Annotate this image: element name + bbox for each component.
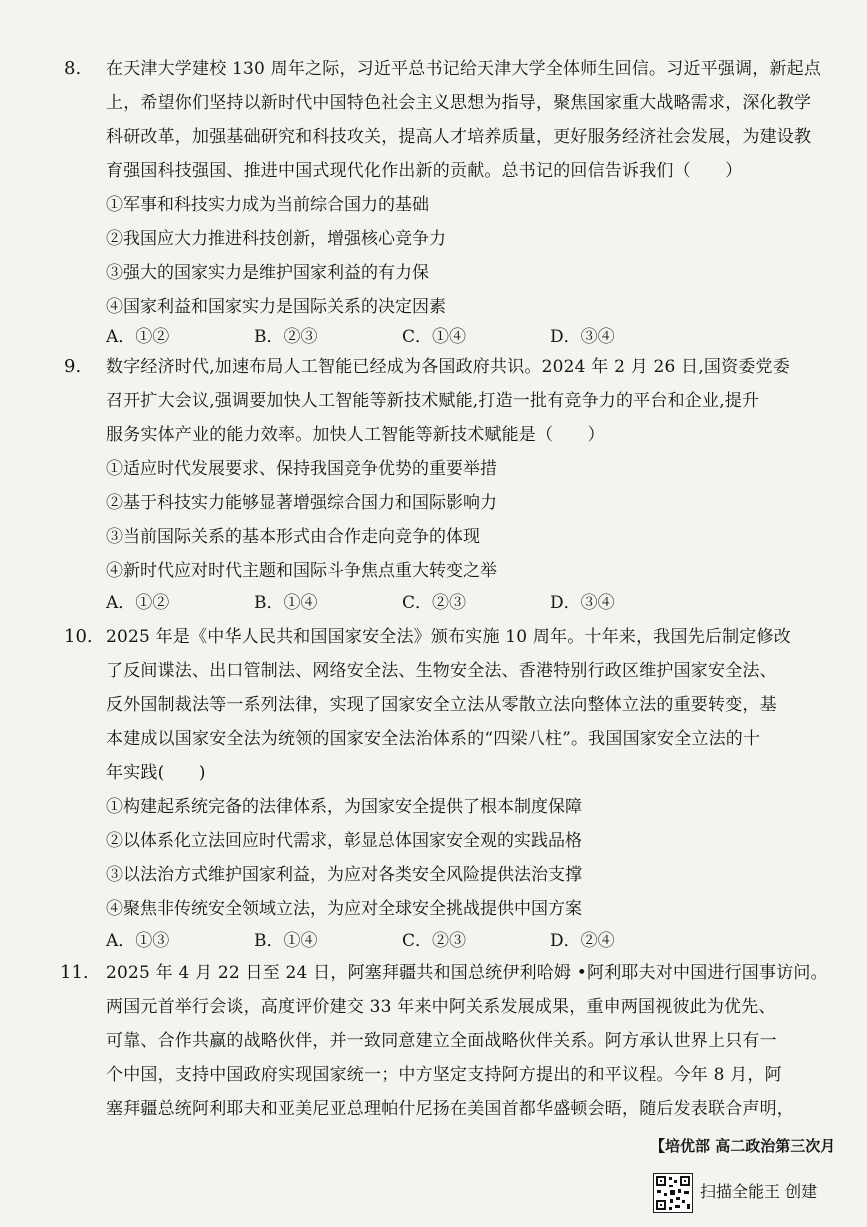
statement-option: ②以体系化立法回应时代需求，彰显总体国家安全观的实践品格	[106, 831, 582, 851]
question-stem-line: 科研改革，加强基础研究和科技攻关，提高人才培养质量，更好服务经济社会发展，为建设教	[106, 127, 812, 147]
choice-d: D．②④	[550, 931, 615, 951]
choice-b: B．①④	[254, 593, 318, 613]
question-stem-line: 两国元首举行会谈，高度评价建交 33 年来中阿关系发展成果，重申两国视彼此为优先、	[106, 997, 776, 1017]
question-number: 11.	[60, 962, 89, 983]
statement-option: ③强大的国家实力是维护国家利益的有力保	[106, 263, 429, 283]
question-stem-line: 服务实体产业的能力效率。加快人工智能等新技术赋能是（ ）	[106, 425, 605, 445]
question-number: 8.	[64, 58, 82, 79]
answer-choices	[106, 320, 726, 354]
choice-c: C．②③	[402, 931, 467, 951]
question-stem-line: 在天津大学建校 130 周年之际，习近平总书记给天津大学全体师生回信。习近平强调，新起点	[106, 59, 822, 79]
question-stem-line: 召开扩大会议,强调要加快人工智能等新技术赋能,打造一批有竞争力的平台和企业,提升	[106, 391, 760, 411]
question-stem-line: 个中国，支持中国政府实现国家统一；中方坚定支持阿方提出的和平议程。今年 8 月，阿	[106, 1065, 782, 1085]
question-stem-line: 上，希望你们坚持以新时代中国特色社会主义思想为指导，聚焦国家重大战略需求，深化教学	[106, 93, 812, 113]
statement-option: ④新时代应对时代主题和国际斗争焦点重大转变之举	[106, 561, 497, 581]
choice-c: C．①④	[402, 327, 467, 347]
statement-option: ①适应时代发展要求、保持我国竞争优势的重要举措	[106, 459, 497, 479]
qr-code-icon	[653, 1173, 693, 1213]
question-stem-line: 了反间谍法、出口管制法、网络安全法、生物安全法、香港特别行政区维护国家安全法、	[106, 661, 777, 681]
statement-option: ②基于科技实力能够显著增强综合国力和国际影响力	[106, 493, 497, 513]
footer-exam-label: 【培优部 高二政治第三次月	[650, 1137, 836, 1155]
choice-a: A．①②	[106, 593, 170, 613]
statement-option: ①军事和科技实力成为当前综合国力的基础	[106, 195, 429, 215]
answer-choices	[106, 924, 726, 958]
question-stem-line: 塞拜疆总统阿利耶夫和亚美尼亚总理帕什尼扬在美国首都华盛顿会晤，随后发表联合声明，	[106, 1099, 794, 1119]
statement-option: ③当前国际关系的基本形式由合作走向竞争的体现	[106, 527, 480, 547]
choice-b: B．②③	[254, 327, 318, 347]
choice-a: A．①②	[106, 327, 170, 347]
choice-d: D．③④	[550, 327, 615, 347]
question-stem-line: 可靠、合作共赢的战略伙伴，并一致同意建立全面战略伙伴关系。阿方承认世界上只有一	[106, 1031, 777, 1051]
statement-option: ④国家利益和国家实力是国际关系的决定因素	[106, 297, 446, 317]
question-stem-line: 2025 年是《中华人民共和国国家安全法》颁布实施 10 周年。十年来，我国先后制定修改	[106, 627, 791, 647]
choice-b: B．①④	[254, 931, 318, 951]
scanner-watermark: 扫描全能王 创建	[700, 1182, 818, 1201]
question-stem-line: 本建成以国家安全法为统领的国家安全法治体系的“四梁八柱”。我国国家安全立法的十	[106, 729, 761, 749]
question-number: 9.	[64, 356, 82, 377]
statement-option: ④聚焦非传统安全领域立法，为应对全球安全挑战提供中国方案	[106, 899, 582, 919]
question-stem-line: 数字经济时代,加速布局人工智能已经成为各国政府共识。2024 年 2 月 26 日,国资委党委	[106, 357, 790, 377]
statement-option: ③以法治方式维护国家利益，为应对各类安全风险提供法治支撑	[106, 865, 582, 885]
question-stem-line: 反外国制裁法等一系列法律，实现了国家安全立法从零散立法向整体立法的重要转变，基	[106, 695, 777, 715]
choice-c: C．②③	[402, 593, 467, 613]
choice-a: A．①③	[106, 931, 170, 951]
statement-option: ①构建起系统完备的法律体系，为国家安全提供了根本制度保障	[106, 797, 582, 817]
answer-choices	[106, 586, 726, 620]
question-stem-line: 2025 年 4 月 22 日至 24 日，阿塞拜疆共和国总统伊利哈姆 •阿利耶夫对中国进行国事访问。	[106, 963, 828, 983]
question-stem-line: 育强国科技强国、推进中国式现代化作出新的贡献。总书记的回信告诉我们（ ）	[106, 161, 743, 181]
statement-option: ②我国应大力推进科技创新，增强核心竞争力	[106, 229, 446, 249]
choice-d: D．③④	[550, 593, 615, 613]
question-number: 10.	[64, 626, 93, 647]
question-stem-line: 年实践( )	[106, 763, 206, 783]
